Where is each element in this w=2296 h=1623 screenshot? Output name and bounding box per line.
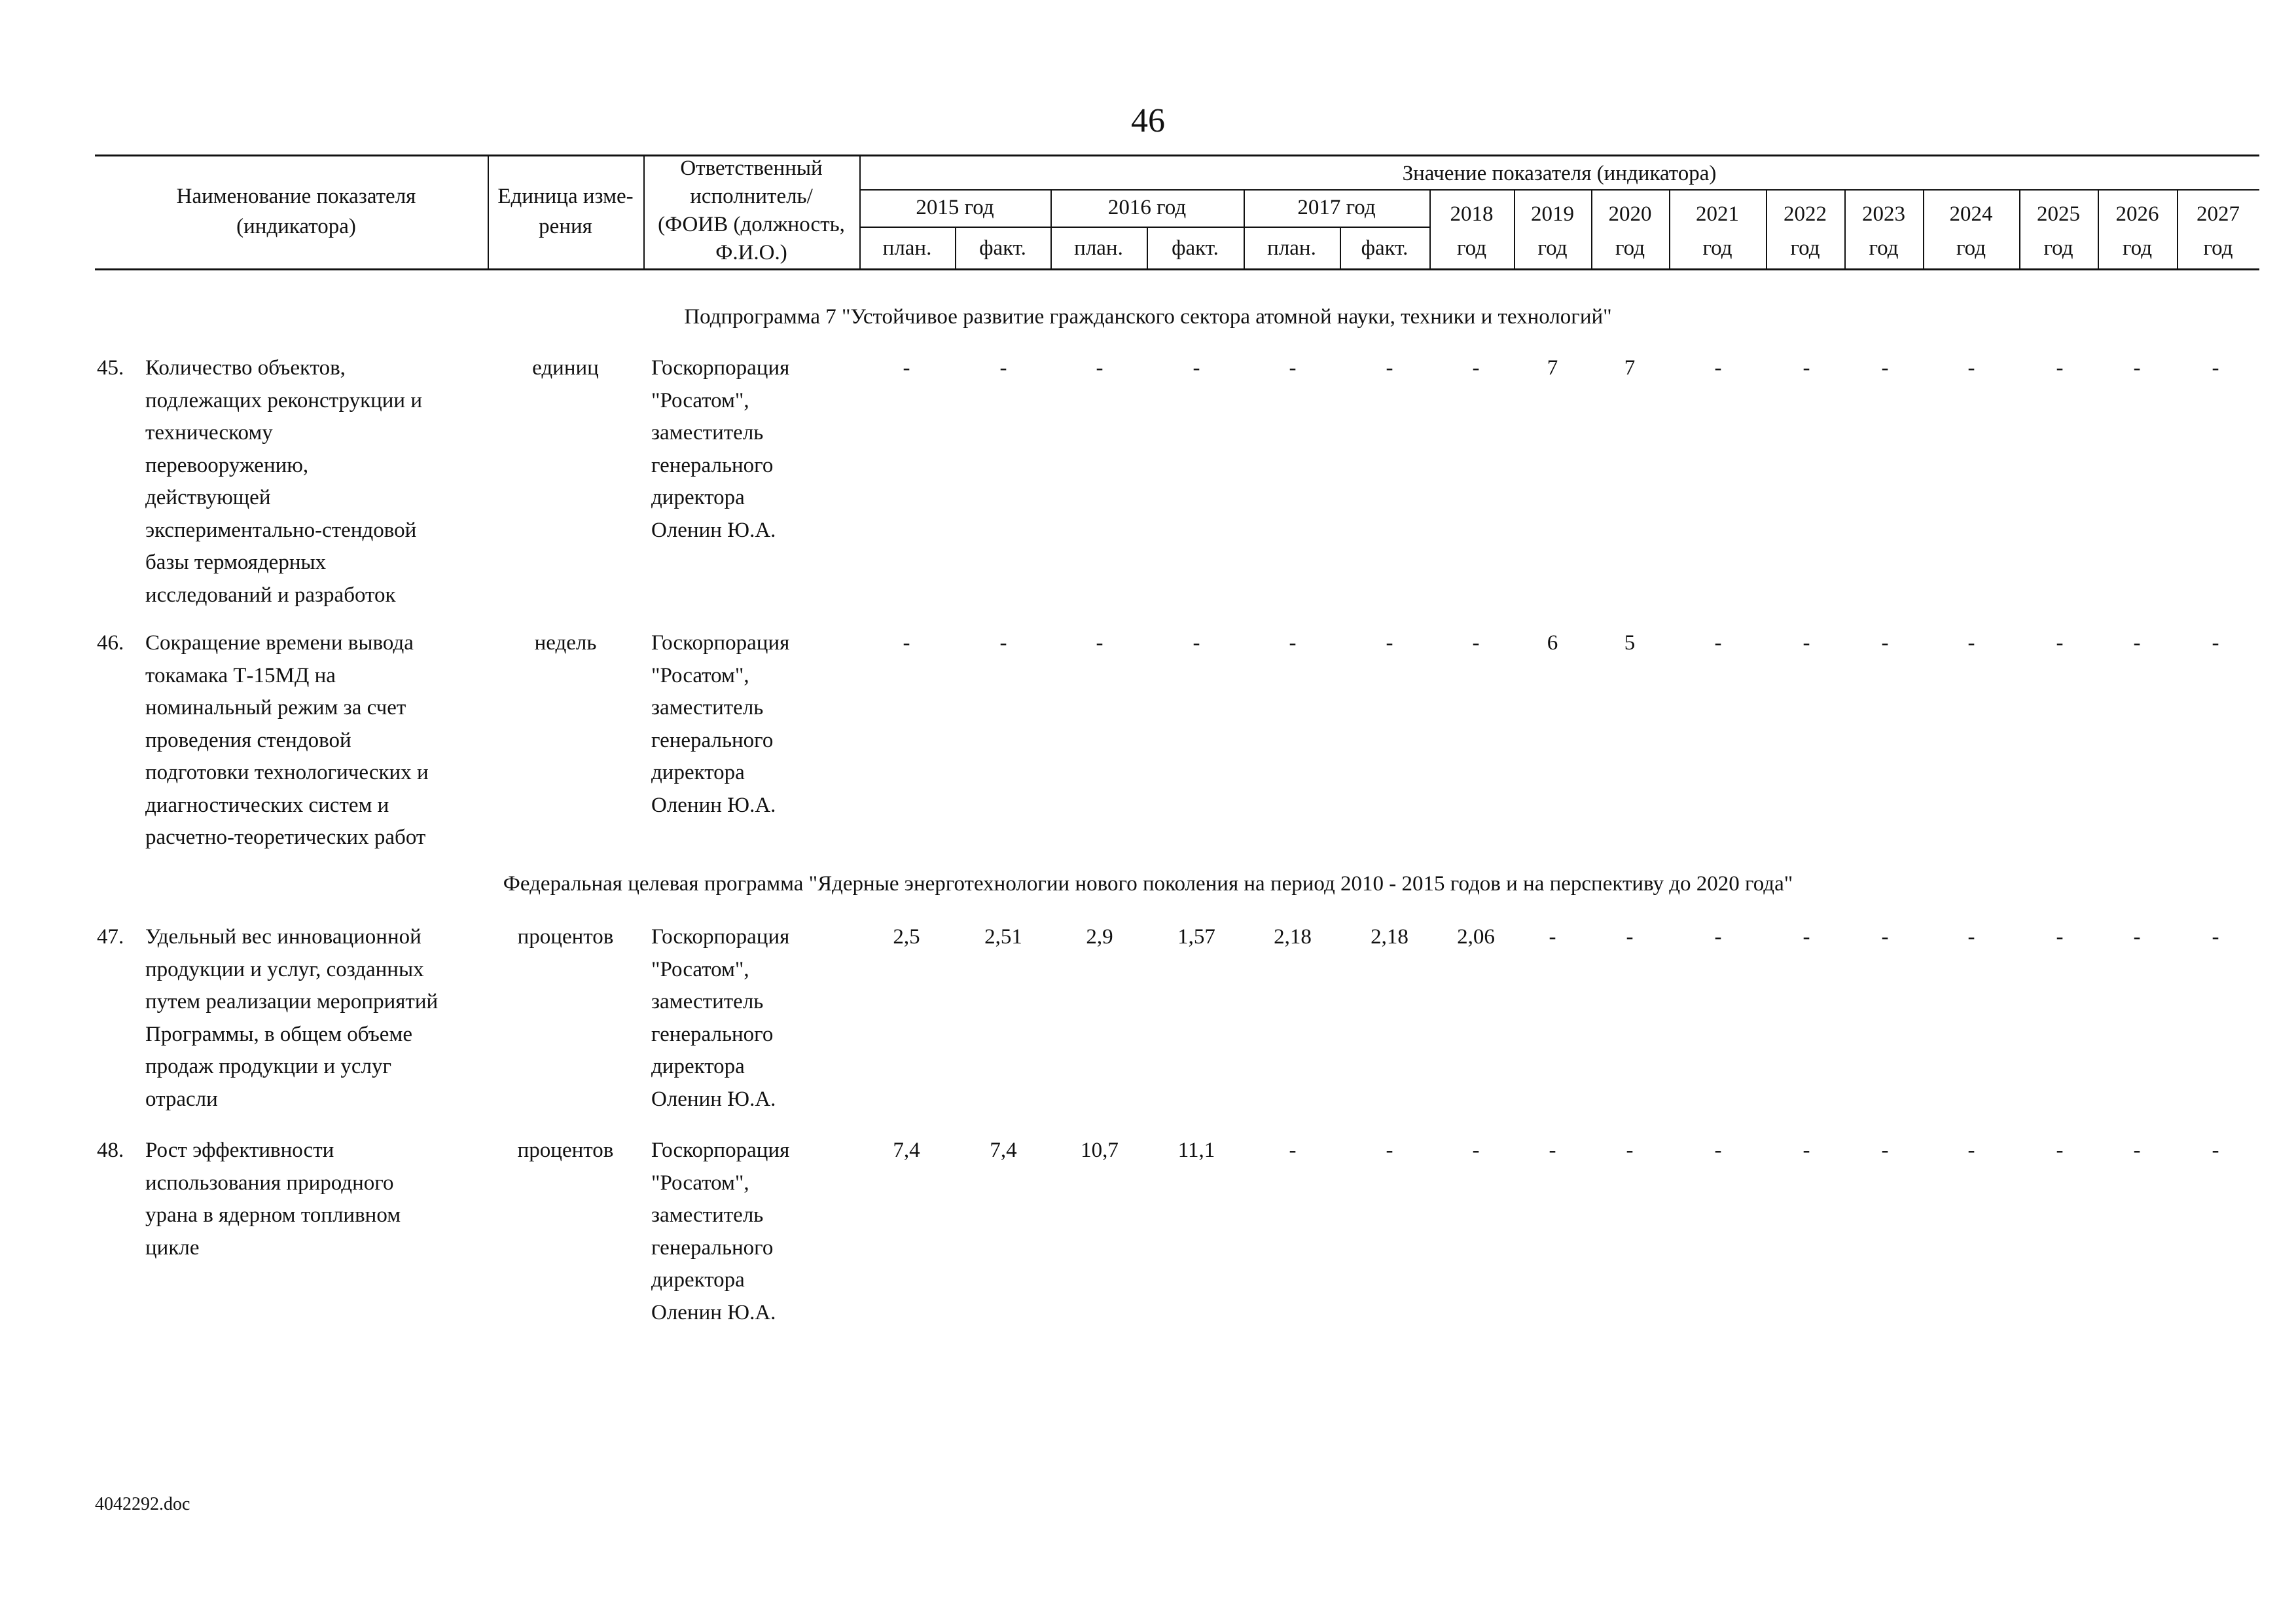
value-cell: 1,57 [1177,925,1215,949]
responsible-cell: Госкорпорация "Росатом", заместитель генерального директора Оленин Ю.А. [651,1139,790,1324]
value-cell: - [1967,631,1975,655]
value-cell: - [2133,631,2141,655]
year-header-number: 2027 [2197,202,2240,226]
value-cell: - [2212,925,2219,949]
value-cell: - [1881,925,1889,949]
value-cell: - [1803,1139,1810,1162]
year-header-word: год [2122,236,2153,260]
value-cell: 7 [1547,356,1558,380]
header-values-title: Значение показателя (индикатора) [1402,162,1717,185]
row-number: 47. [97,925,124,949]
value-cell: 10,7 [1081,1139,1119,1162]
header-top-rule [95,155,2259,156]
fact-header: факт. [979,236,1026,260]
year-header-split: 2017 год [1297,196,1376,219]
value-cell: 2,9 [1086,925,1113,949]
value-cell: - [2056,1139,2064,1162]
year-header-word: год [1702,236,1732,260]
value-cell: - [2056,631,2064,655]
year-header-number: 2022 [1784,202,1827,226]
year-header-word: год [2203,236,2233,260]
year-header-word: год [1869,236,1899,260]
value-cell: - [1803,631,1810,655]
year-header-word: год [1956,236,1986,260]
indicator-name: Сокращение времени вывода токамака Т-15МД на номинальный режим за счет проведения стендовой подготовки технологических и диагностических систем и расчетно-теоретических работ [145,631,429,849]
year-header-word: год [1615,236,1645,260]
value-cell: 6 [1547,631,1558,655]
indicator-name: Количество объектов, подлежащих реконструкции и техническому перевооружению, действующей экспериментально-стендовой базы термоядерных исследований и разработок [145,356,423,607]
responsible-cell: Госкорпорация "Росатом", заместитель генерального директора Оленин Ю.А. [651,925,790,1111]
value-cell: - [2212,356,2219,380]
value-cell: 7,4 [990,1139,1017,1162]
value-cell: 7 [1624,356,1636,380]
year-header-word: год [1456,236,1487,260]
footer-filename: 4042292.doc [95,1494,190,1514]
value-cell: 2,51 [984,925,1022,949]
value-cell: 7,4 [893,1139,920,1162]
header-name: Наименование показателя (индикатора) [176,185,416,238]
responsible-cell: Госкорпорация "Росатом", заместитель генерального директора Оленин Ю.А. [651,356,790,542]
value-cell: 11,1 [1177,1139,1215,1162]
value-cell: - [1549,925,1556,949]
value-cell: - [1967,925,1975,949]
unit-cell: недель [534,631,597,655]
header-years-rule [859,189,2259,191]
value-cell: - [1881,1139,1889,1162]
value-cell: - [1096,631,1103,655]
value-cell: - [1714,356,1722,380]
value-cell: - [2212,631,2219,655]
value-cell: - [1714,631,1722,655]
value-cell: - [1881,631,1889,655]
year-header-word: год [1537,236,1568,260]
value-cell: - [903,356,910,380]
header-unit: Единица изме- рения [497,185,634,238]
plan-header: план. [1267,236,1316,260]
value-cell: - [2133,1139,2141,1162]
value-cell: 2,18 [1274,925,1312,949]
value-cell: - [1386,1139,1393,1162]
value-cell: - [1803,356,1810,380]
value-cell: - [999,631,1007,655]
unit-cell: единиц [532,356,599,380]
value-cell: - [1803,925,1810,949]
unit-cell: процентов [517,1139,614,1162]
value-cell: - [903,631,910,655]
section-title: Федеральная целевая программа "Ядерные энерготехнологии нового поколения на период 2010 - 2015 годов и на перспективу до 2020 года" [503,872,1793,896]
row-number: 46. [97,631,124,655]
value-cell: - [1967,1139,1975,1162]
value-cell: - [2212,1139,2219,1162]
indicator-name: Рост эффективности использования природного урана в ядерном топливном цикле [145,1139,401,1260]
value-cell: - [999,356,1007,380]
value-cell: - [1289,631,1297,655]
value-cell: 5 [1624,631,1636,655]
indicator-name: Удельный вес инновационной продукции и услуг, созданных путем реализации мероприятий Программы, в общем объеме продаж продукции и услуг отрасли [145,925,439,1111]
value-cell: - [1472,1139,1480,1162]
value-cell: 2,06 [1457,925,1495,949]
value-cell: - [2056,925,2064,949]
value-cell: - [1386,631,1393,655]
year-header-number: 2026 [2115,202,2159,226]
value-cell: 2,18 [1371,925,1408,949]
year-header-number: 2023 [1862,202,1905,226]
value-cell: - [1193,631,1200,655]
year-header-number: 2024 [1949,202,1993,226]
value-cell: - [1472,631,1480,655]
header-planfact-rule [859,227,1429,228]
value-cell: - [1549,1139,1556,1162]
fact-header: факт. [1361,236,1408,260]
year-header-split: 2016 год [1107,196,1187,219]
value-cell: - [1289,1139,1297,1162]
year-header-number: 2021 [1696,202,1739,226]
year-header-number: 2018 [1450,202,1494,226]
value-cell: - [1193,356,1200,380]
unit-cell: процентов [517,925,614,949]
plan-header: план. [1074,236,1123,260]
value-cell: - [2133,925,2141,949]
value-cell: - [1714,925,1722,949]
responsible-cell: Госкорпорация "Росатом", заместитель генерального директора Оленин Ю.А. [651,631,790,817]
value-cell: - [1626,1139,1634,1162]
value-cell: - [1289,356,1297,380]
header-bottom-rule [95,268,2259,270]
value-cell: - [1386,356,1393,380]
year-header-number: 2019 [1531,202,1574,226]
value-cell: - [2056,356,2064,380]
value-cell: - [1472,356,1480,380]
value-cell: - [1096,356,1103,380]
value-cell: - [2133,356,2141,380]
header-responsible: Ответственный исполнитель/ (ФОИВ (должность, Ф.И.О.) [658,156,845,264]
row-number: 45. [97,356,124,380]
value-cell: - [1967,356,1975,380]
value-cell: - [1881,356,1889,380]
value-cell: - [1626,925,1634,949]
year-header-number: 2025 [2037,202,2080,226]
value-cell: 2,5 [893,925,920,949]
row-number: 48. [97,1139,124,1162]
page-number: 46 [1131,102,1165,139]
plan-header: план. [882,236,932,260]
year-header-word: год [2043,236,2073,260]
year-header-split: 2015 год [916,196,994,219]
value-cell: - [1714,1139,1722,1162]
year-header-word: год [1790,236,1820,260]
fact-header: факт. [1172,236,1219,260]
year-header-number: 2020 [1608,202,1652,226]
section-title: Подпрограмма 7 "Устойчивое развитие гражданского сектора атомной науки, техники и технологий" [684,305,1612,329]
